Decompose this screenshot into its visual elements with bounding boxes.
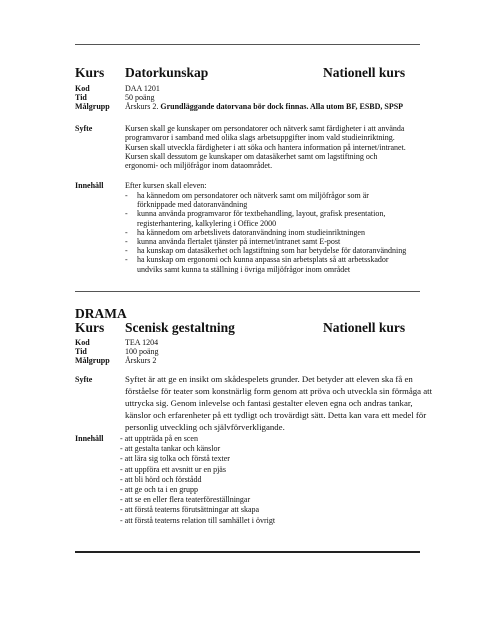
malgrupp-label: Målgrupp — [75, 356, 110, 365]
list-item: - att ge och ta i en grupp — [120, 485, 198, 495]
text-line: uttrycka sig. Genom inlevelse och fantasi gestalter eleven egna och andras tankar, — [125, 398, 413, 408]
list-item-line: ha kunskap om ergonomi och kunna anpassa sin arbetsplats så att arbetsskador — [137, 255, 389, 265]
list-item-line: kunna använda flertalet tjänster på internet/intranet samt E-post — [137, 237, 341, 247]
course-label: Kurs — [75, 320, 105, 335]
list-item-line: ha kännedom om persondatorer och nätverk samt om miljöfrågor som är — [137, 191, 369, 200]
text-line: personlig utveckling och självförverkligande. — [125, 422, 285, 432]
text-line: känslor och erfarenheter på ett tydligt och trovärdigt sätt. Detta kan vara ett medel för — [125, 410, 427, 420]
list-item — [125, 255, 425, 273]
bullet-dash: - — [125, 255, 128, 265]
text-line: Syftet är att ge en insikt om skådespelets grunder. Det betyder att eleven ska få en — [125, 374, 413, 384]
innehall-intro: Efter kursen skall eleven: — [125, 181, 207, 190]
list-item-line: ha kännedom om arbetslivets datoranvändning inom studieinriktningen — [137, 227, 365, 237]
innehall-list — [120, 434, 420, 526]
list-item: - att lära sig tolka och förstå texter — [120, 454, 230, 464]
malgrupp-value — [125, 102, 420, 111]
course-header — [75, 320, 420, 336]
syfte-text — [125, 373, 433, 433]
innehall-label: Innehåll — [75, 181, 104, 190]
kod-value: DAA 1201 — [125, 84, 160, 93]
bullet-dash: - — [125, 209, 128, 219]
course-label: Kurs — [75, 65, 105, 80]
list-item-line: kunna använda programvaror för textbehandling, layout, grafisk presentation, — [137, 209, 386, 219]
kod-label: Kod — [75, 84, 90, 93]
course-type: Nationell kurs — [323, 65, 406, 80]
bottom-divider — [75, 551, 420, 553]
tid-value: 100 poäng — [125, 347, 159, 356]
list-item-line: undviks samt kunna ta ställning i övriga miljöfrågor inom området — [137, 264, 351, 274]
course-type: Nationell kurs — [323, 320, 406, 335]
list-item: - att förstå teaterns relation till samhället i övrigt — [120, 515, 276, 525]
bullet-dash: - — [125, 227, 128, 237]
department-title: DRAMA — [75, 306, 127, 321]
malgrupp-bold: Grundläggande datorvana bör dock finnas. Alla utom BF, ESBD, SPSP — [160, 102, 404, 111]
syfte-text — [125, 124, 423, 170]
section-divider — [75, 291, 420, 292]
list-item: - att bli hörd och förstådd — [120, 474, 202, 484]
innehall-label: Innehåll — [75, 434, 104, 443]
text-line: Kursen skall ge kunskaper om persondatorer och nätverk samt färdigheter i att använda — [125, 124, 405, 133]
kod-value: TEA 1204 — [125, 338, 159, 347]
syfte-label: Syfte — [75, 375, 93, 384]
malgrupp-label: Målgrupp — [75, 102, 110, 111]
innehall-list — [125, 191, 425, 274]
course-title: Scenisk gestaltning — [125, 320, 235, 335]
list-item-line: förknippade med datoranvändning — [137, 200, 248, 210]
list-item: - att se en eller flera teaterföreställningar — [120, 495, 251, 505]
tid-label: Tid — [75, 347, 87, 356]
top-divider — [75, 44, 420, 45]
text-line: Kursen skall dessutom ge kunskaper om datasäkerhet samt om lagstiftning och — [125, 151, 378, 161]
list-item: - att förstå teaterns förutsättningar att skapa — [120, 505, 260, 515]
bullet-dash: - — [125, 237, 128, 247]
list-item — [125, 246, 425, 255]
list-item — [125, 209, 425, 227]
list-item: - att uppträda på en scen — [120, 434, 198, 443]
bullet-dash: - — [125, 246, 128, 256]
malgrupp-value: Årskurs 2 — [125, 356, 157, 365]
list-item-line: ha kunskap om datasäkerhet och lagstiftning som har betydelse för datoranvändning — [137, 246, 407, 256]
tid-value: 50 poäng — [125, 93, 155, 102]
list-item — [125, 228, 425, 237]
text-line: Kursen skall utveckla färdigheter i att söka och hantera information på internet/intranet. — [125, 142, 406, 152]
syfte-label: Syfte — [75, 124, 93, 133]
kod-label: Kod — [75, 338, 90, 347]
text-line: förståelse för teater som konstnärlig form genom att pröva och utveckla sin förmåga att — [125, 386, 433, 396]
list-item: - att uppföra ett avsnitt ur en pjäs — [120, 464, 226, 474]
text-line: programvaror i samband med olika slags arbetsuppgifter inom vald studieinriktning. — [125, 133, 395, 143]
list-item — [125, 237, 425, 246]
list-item-line: registerhantering, kalkylering i Office 2000 — [137, 218, 277, 228]
course-header — [75, 65, 420, 81]
text-line: ergonomi- och miljöfrågor inom dataområdet. — [125, 161, 273, 171]
list-item — [125, 191, 425, 209]
bullet-dash: - — [125, 191, 128, 200]
course-title: Datorkunskap — [125, 65, 209, 80]
list-item: - att gestalta tankar och känslor — [120, 444, 221, 454]
malgrupp-plain: Årskurs 2. — [125, 102, 159, 111]
tid-label: Tid — [75, 93, 87, 102]
